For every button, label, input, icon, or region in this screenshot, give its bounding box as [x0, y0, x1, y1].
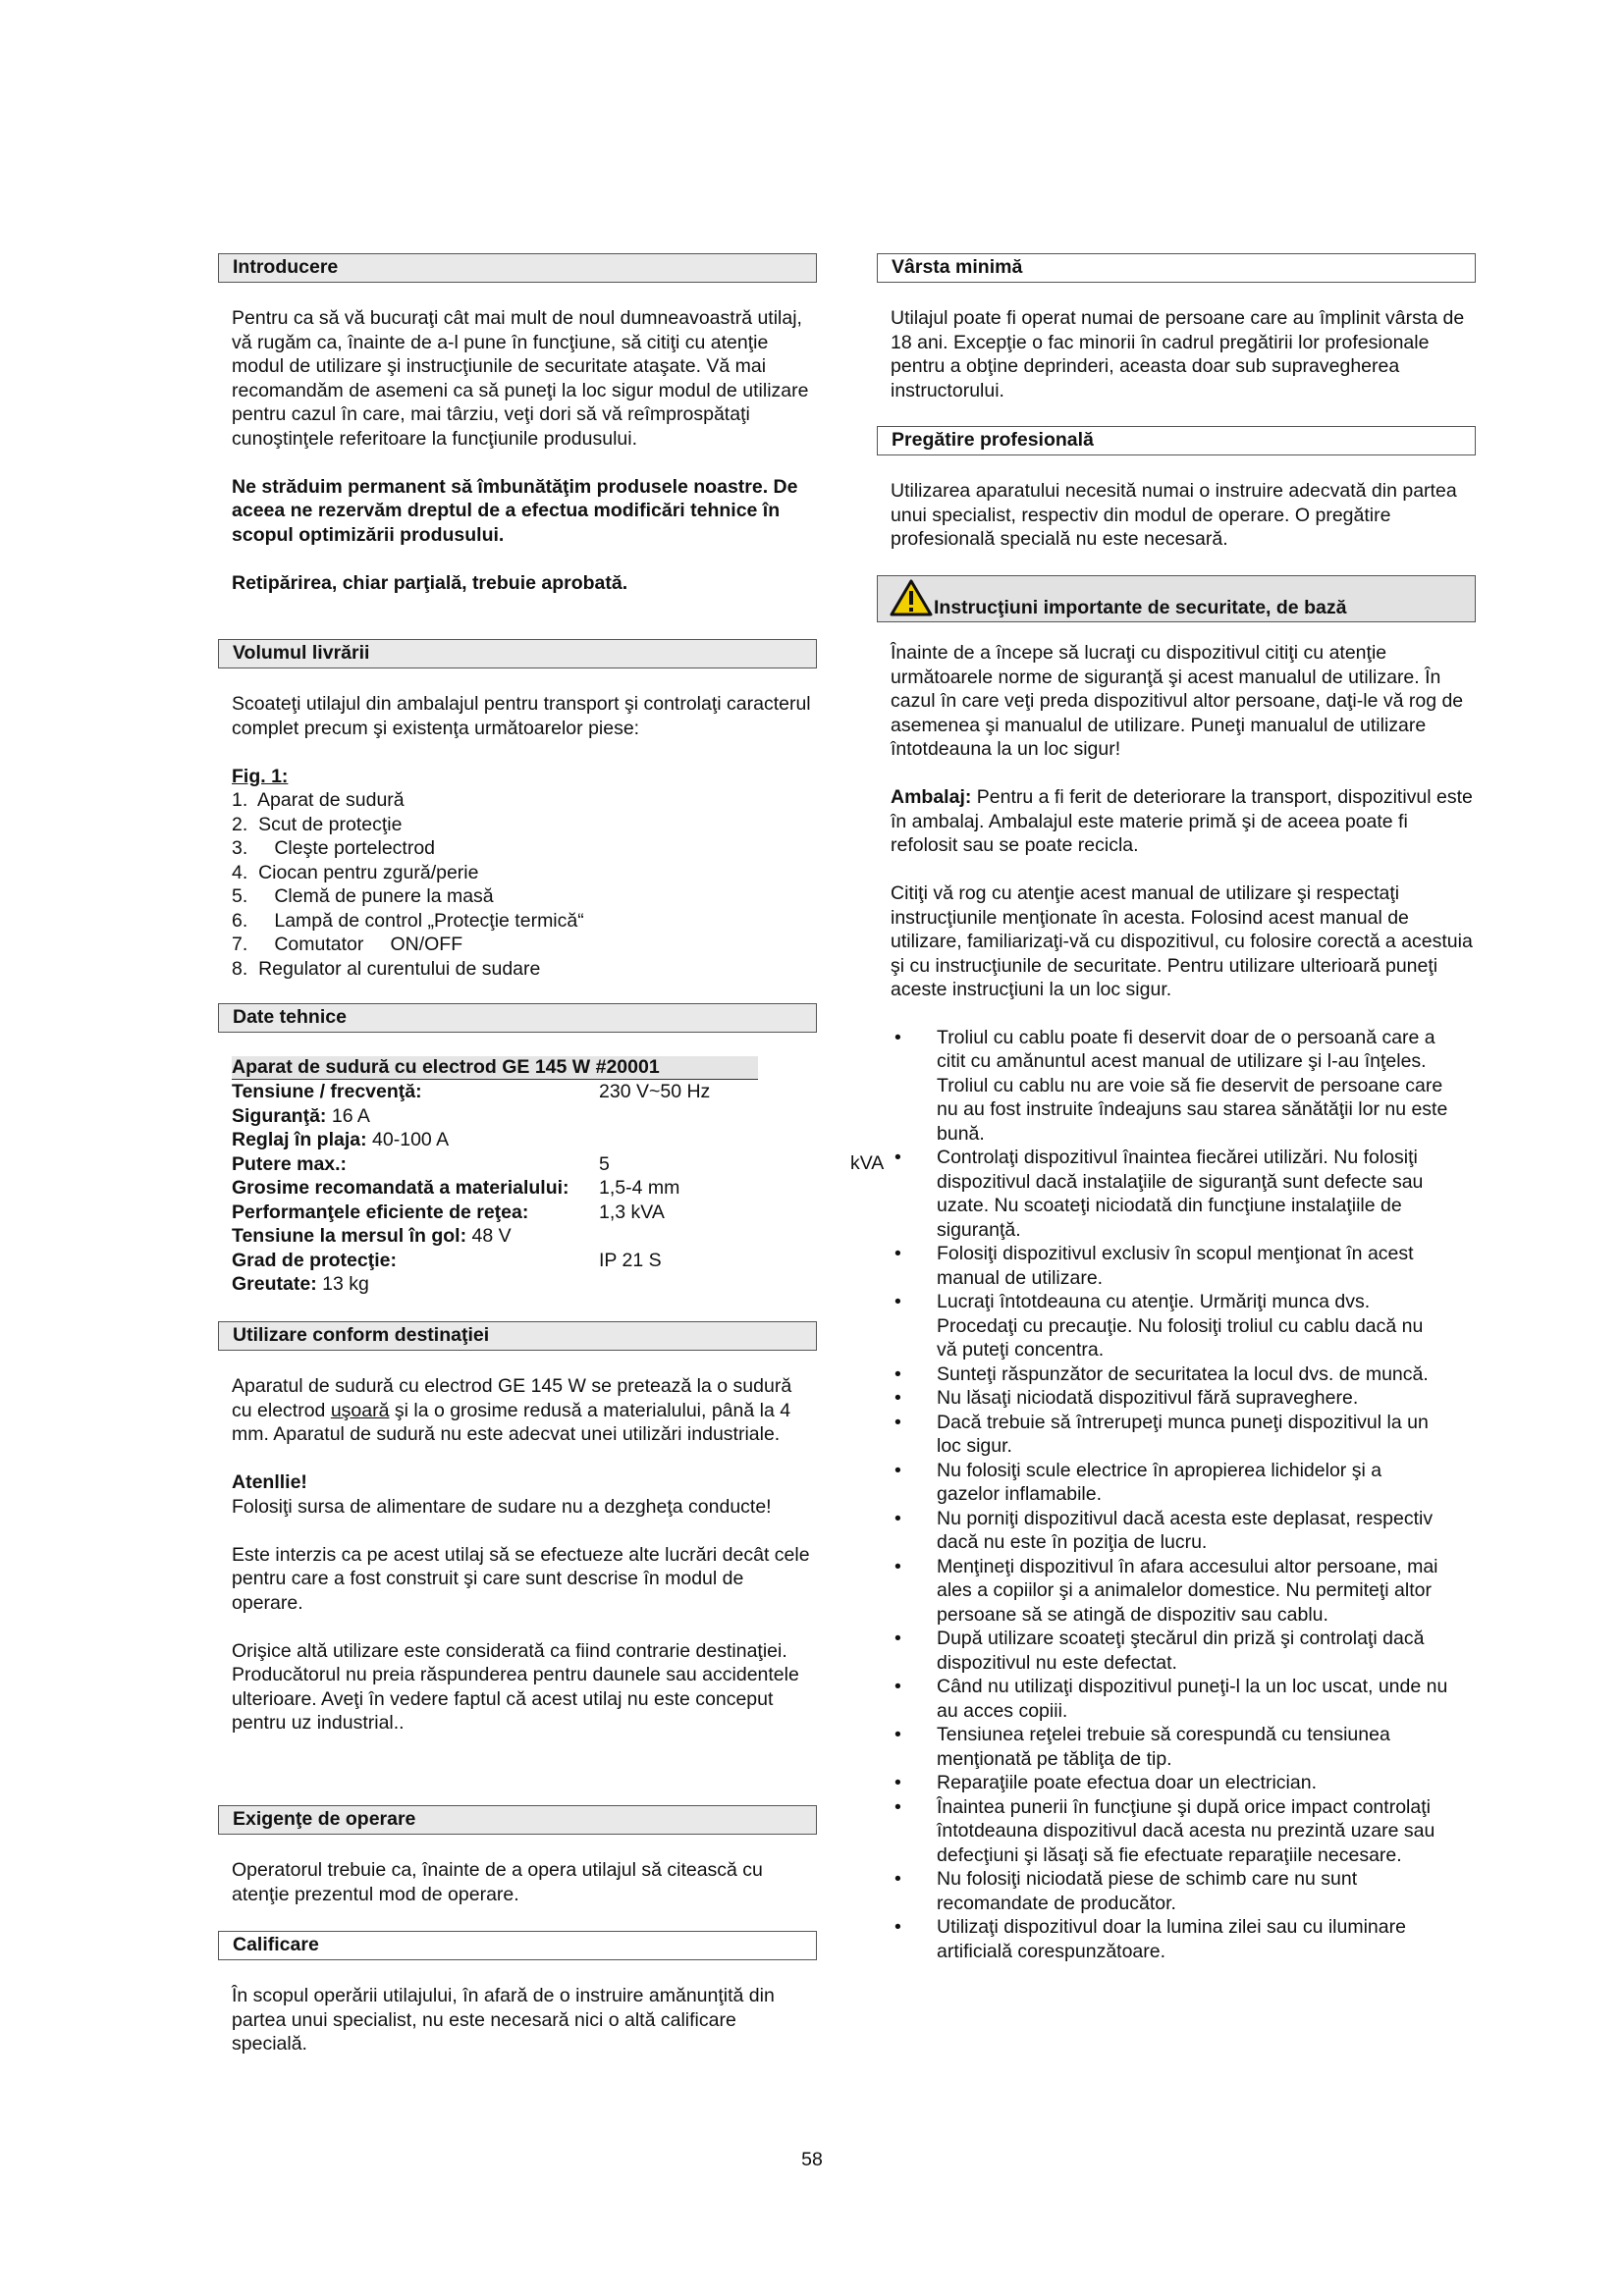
section-securitate [877, 575, 1476, 1963]
section-header-title: Instrucţiuni importante de securitate, de bază [934, 597, 1347, 618]
safety-bullet-list [877, 1026, 1476, 1964]
list-item-text: Nu folosiţi scule electrice în apropierea lichidelor şi a gazelor inflamabile. [937, 1459, 1382, 1505]
list-item-text: Reparaţiile poate efectua doar un electrician. [937, 1772, 1317, 1793]
spec-value: 1,5-4 mm [599, 1177, 680, 1199]
spec-label: Tensiune la mersul în gol: [232, 1225, 467, 1247]
paragraph: Este interzis ca pe acest utilaj să se efectueze alte lucrări decât cele pentru care a fost construit şi care sunt descrise în modul de operare. [232, 1543, 810, 1614]
section-varsta [877, 253, 1476, 402]
list-item [877, 1242, 1476, 1290]
text-run-underlined: uşoară [330, 1399, 390, 1421]
section-header-introducere: Introducere [218, 253, 817, 283]
section-header-pregatire: Pregătire profesională [877, 426, 1476, 455]
list-item-text: Folosiţi dispozitivul exclusiv în scopul menţionat în acest manual de utilizare. [937, 1243, 1414, 1289]
list-item [877, 1867, 1476, 1915]
section-body-calificare [218, 1984, 817, 2056]
paragraph: Pentru ca să vă bucuraţi cât mai mult de noul dumneavoastră utilaj, vă rugăm ca, înainte de a-l pune în funcţiune, să citiţi cu atenţie modul de utilizare şi instrucţiunile de securitate ataşate. Vă mai recomandăm de asemeni ca să puneţi la loc sigur modul de utilizare pentru cazul în care, mai târziu, veţi dori să vă reîmprospătaţi cunoştinţele referitoare la funcţiunile produsului. [232, 307, 809, 450]
spec-table-title: Aparat de sudură cu electrod GE 145 W #20001 [232, 1056, 758, 1080]
list-item-text: Menţineţi dispozitivul în afara accesului altor persoane, mai ales a copiilor şi a animalelor domestice. Nu permiteţi altor persoane să se atingă de dispozitiv sau cablu. [937, 1555, 1438, 1626]
spec-label: Putere max.: [232, 1152, 348, 1175]
list-item [877, 1723, 1476, 1771]
list-item-text: După utilizare scoateţi ştecărul din priză şi controlaţi dacă dispozitivul nu este defectat. [937, 1628, 1425, 1674]
spec-value: 5 [599, 1152, 610, 1175]
paragraph: Citiţi vă rog cu atenţie acest manual de utilizare şi respectaţi instrucţiunile menţionate în acesta. Folosind acest manual de utilizare, familiarizaţi-vă cu dispozitivul, cu folosire corectă a acestuia şi cu instrucţiunile de securitate. Pentru utilizare ulterioară puneţi aceste instrucţiuni la un loc sigur. [891, 882, 1473, 1000]
spec-value: 230 V~50 Hz [599, 1081, 711, 1102]
bullet-icon: • [894, 1291, 901, 1312]
list-item-text: Nu folosiţi niciodată piese de schimb care nu sunt recomandate de producător. [937, 1868, 1358, 1914]
list-item-text: Lucraţi întotdeauna cu atenţie. Urmăriţi munca dvs. Procedaţi cu precauţie. Nu folosiţi troliul cu cablu dacă nu vă puteţi concentra. [937, 1291, 1424, 1361]
list-item [877, 1290, 1476, 1362]
text-run: Pentru a fi ferit de deteriorare la transport, dispozitivul este în ambalaj. Ambalajul este materie primă şi de aceea poate fi refolosit sau se poate recicla. [891, 786, 1473, 856]
list-item-text: Nu porniţi dispozitivul dacă acesta este deplasat, respectiv dacă nu este în poziţia de lucru. [937, 1507, 1434, 1553]
bullet-icon: • [894, 1243, 901, 1264]
paragraph: Orişice altă utilizare este considerată ca fiind contrarie destinaţiei. Producătorul nu preia răspunderea pentru daunele sau accidentele ulterioare. Aveţi în vedere faptul că acest utilaj nu este conceput pentru uz industrial.. [232, 1639, 799, 1734]
list-item-text: Controlaţi dispozitivul înaintea fiecărei utilizări. Nu folosiţi dispozitivul dacă instalaţiile de siguranţă sunt defecte sau uzate. Nu scoateţi niciodată din funcţiune instalaţiile de siguranţă. [937, 1147, 1424, 1241]
list-item-text: Dacă trebuie să întrerupeţi munca puneţi dispozitivul la un loc sigur. [937, 1411, 1429, 1457]
bullet-icon: • [894, 1459, 901, 1481]
bullet-icon: • [894, 1628, 901, 1649]
section-header-date-tehnice: Date tehnice [218, 1003, 817, 1033]
list-item: 6. Lampă de control „Protecţie termică“ [232, 909, 584, 932]
spec-row [232, 1128, 817, 1152]
spec-row [232, 1176, 817, 1201]
spec-row [232, 1201, 817, 1225]
spec-label: Siguranţă: [232, 1104, 327, 1127]
section-header-calificare: Calificare [218, 1931, 817, 1960]
section-header-utilizare: Utilizare conform destinaţiei [218, 1321, 817, 1351]
figure-label: Fig. 1: [232, 765, 289, 787]
list-item [877, 1915, 1476, 1963]
section-pregatire [877, 426, 1476, 552]
section-header-volumul: Volumul livrării [218, 639, 817, 668]
list-item-text: Nu lăsaţi niciodată dispozitivul fără supraveghere. [937, 1387, 1359, 1409]
bullet-icon: • [894, 1868, 901, 1890]
bullet-icon: • [894, 1724, 901, 1745]
bullet-icon: • [894, 1916, 901, 1938]
section-header-exigente: Exigenţe de operare [218, 1805, 817, 1835]
spec-inline-value: 13 kg [316, 1273, 369, 1295]
spec-row [232, 1272, 817, 1297]
section-body-introducere [218, 306, 817, 595]
bullet-icon: • [894, 1411, 901, 1433]
spec-label: Grad de protecţie: [232, 1249, 397, 1271]
list-item: 4. Ciocan pentru zgură/perie [232, 861, 479, 883]
list-item: 7. Comutator ON/OFF [232, 934, 463, 955]
paragraph: Scoateţi utilajul din ambalajul pentru transport şi controlaţi caracterul complet precum şi existenţa următoarelor piese: [232, 693, 811, 739]
list-item: 8. Regulator al curentului de sudare [232, 957, 541, 980]
list-item-text: Tensiunea reţelei trebuie să corespundă cu tensiunea menţionată pe tăbliţa de tip. [937, 1724, 1390, 1770]
list-item: 5. Clemă de punere la masă [232, 885, 494, 907]
spec-inline-value: 16 A [326, 1104, 370, 1127]
section-introducere [218, 253, 817, 595]
bullet-icon: • [894, 1387, 901, 1409]
text-run: Aparatul de sudură cu electrod GE 145 W se pretează la o sudură cu electrod [232, 1375, 792, 1421]
list-item [877, 1795, 1476, 1868]
page-number: 58 [801, 2149, 823, 2170]
bullet-icon: • [894, 1026, 901, 1048]
paragraph [891, 785, 1476, 858]
spec-row [232, 1104, 817, 1129]
bullet-icon: • [894, 1362, 901, 1385]
spec-row [232, 1249, 817, 1273]
list-item [877, 1507, 1476, 1555]
paragraph-bold: Ne străduim permanent să îmbunătăţim produsele noastre. De aceea ne rezervăm dreptul de a efectua modificări tehnice în scopul optimizării produsului. [232, 475, 798, 546]
spec-value: 1,3 kVA [599, 1201, 665, 1223]
spec-row [232, 1080, 817, 1104]
section-body-volumul [218, 692, 817, 981]
list-item: 1. Aparat de sudură [232, 789, 405, 811]
parts-list [232, 788, 817, 981]
spec-value: IP 21 S [599, 1249, 662, 1271]
section-calificare [218, 1931, 817, 2056]
ambalaj-label: Ambalaj: [891, 786, 972, 808]
warning-label: Atenllie! [232, 1471, 307, 1493]
list-item: 2. Scut de protecţie [232, 813, 403, 835]
bullet-icon: • [894, 1507, 901, 1529]
paragraph: Utilajul poate fi operat numai de persoane care au împlinit vârsta de 18 ani. Excepţie o fac minorii în cadrul pregătirii lor profesionale pentru a obţine deprinderi, aceasta doar sub supravegherea instructorului. [891, 307, 1465, 401]
section-date-tehnice [218, 1003, 817, 1297]
section-header-varsta: Vârsta minimă [877, 253, 1476, 283]
list-item-text: Când nu utilizaţi dispozitivul puneţi-l la un loc uscat, unde nu au acces copiii. [937, 1676, 1448, 1722]
section-body-securitate [877, 641, 1476, 1002]
paragraph: În scopul operării utilajului, în afară de o instruire amănunţită din partea unui specialist, nu este necesară nici o altă calificare specială. [232, 1985, 775, 2055]
stray-unit-label: kVA [850, 1152, 885, 1174]
list-item: 3. Cleşte portelectrod [232, 837, 436, 859]
spec-inline-value: 48 V [466, 1225, 512, 1247]
section-volumul [218, 639, 817, 981]
spec-row [232, 1152, 817, 1177]
spec-label: Greutate: [232, 1273, 317, 1295]
list-item [877, 1459, 1476, 1507]
spec-table [218, 1055, 817, 1297]
bullet-icon: • [894, 1795, 901, 1818]
list-item-text: Utilizaţi dispozitivul doar la lumina zilei sau cu iluminare artificială corespunzătoare. [937, 1916, 1406, 1962]
spec-row [232, 1224, 817, 1249]
spec-inline-value: 40-100 A [366, 1129, 450, 1150]
bullet-icon: • [894, 1555, 901, 1577]
list-item [877, 1386, 1476, 1411]
section-utilizare [218, 1321, 817, 1735]
warning-triangle-icon [890, 579, 933, 623]
bullet-icon: • [894, 1676, 901, 1697]
list-item [877, 1627, 1476, 1675]
section-body-varsta [877, 306, 1476, 402]
list-item [877, 1026, 1476, 1147]
bullet-icon: • [894, 1772, 901, 1793]
spec-label: Performanţele eficiente de reţea: [232, 1201, 529, 1223]
list-item [877, 1411, 1476, 1459]
section-exigente [218, 1805, 817, 1906]
spec-label: Tensiune / frecvenţă: [232, 1081, 422, 1102]
spec-label: Reglaj în plaja: [232, 1129, 367, 1150]
list-item [877, 1362, 1476, 1387]
list-item [877, 1555, 1476, 1628]
bullet-icon: • [894, 1147, 901, 1168]
list-item-text: Înaintea punerii în funcţiune şi după orice impact controlaţi întotdeauna dispozitivul dacă acesta nu prezintă uzare sau defecţiuni şi lăsaţi să fie efectuate reparaţiile necesare. [937, 1795, 1435, 1866]
section-body-exigente [218, 1858, 817, 1906]
paragraph [232, 1374, 817, 1447]
section-body-pregatire [877, 479, 1476, 552]
paragraph-bold: Retipărirea, chiar parţială, trebuie aprobată. [232, 571, 628, 594]
paragraph: Folosiţi sursa de alimentare de sudare nu a dezgheţa conducte! [232, 1495, 772, 1518]
section-body-utilizare [218, 1374, 817, 1735]
list-item-text: Troliul cu cablu poate fi deservit doar de o persoană care a citit cu amănuntul acest manual de utilizare şi l-au înţeles. Troliul cu cablu nu are voie să fie deservit de persoane care nu au fost instruite îndeajuns sau starea sănătăţii lor nu este bună. [937, 1026, 1448, 1145]
list-item [877, 1146, 1476, 1242]
spec-label: Grosime recomandată a materialului: [232, 1177, 569, 1199]
paragraph: Înainte de a începe să lucraţi cu dispozitivul citiţi cu atenţie următoarele norme de siguranţă şi acest manualul de utilizare. În cazul în care veţi preda dispozitivul altor persoane, daţi-le vă rog de asemenea şi manualul de utilizare. Puneţi manualul de utilizare întotdeauna la un loc sigur! [891, 642, 1464, 760]
paragraph: Operatorul trebuie ca, înainte de a opera utilajul să citească cu atenţie prezentul mod de operare. [232, 1859, 763, 1905]
list-item [877, 1675, 1476, 1723]
text-run: şi la o grosime redusă a materialului, până la 4 mm. Aparatul de sudură nu este adecvat unei utilizări industriale. [232, 1399, 791, 1445]
list-item [877, 1771, 1476, 1795]
paragraph: Utilizarea aparatului necesită numai o instruire adecvată din partea unui specialist, respectiv din modul de operare. O pregătire profesională specială nu este necesară. [891, 480, 1457, 550]
list-item-text: Sunteţi răspunzător de securitatea la locul dvs. de muncă. [937, 1362, 1429, 1385]
section-header-securitate [877, 575, 1476, 622]
